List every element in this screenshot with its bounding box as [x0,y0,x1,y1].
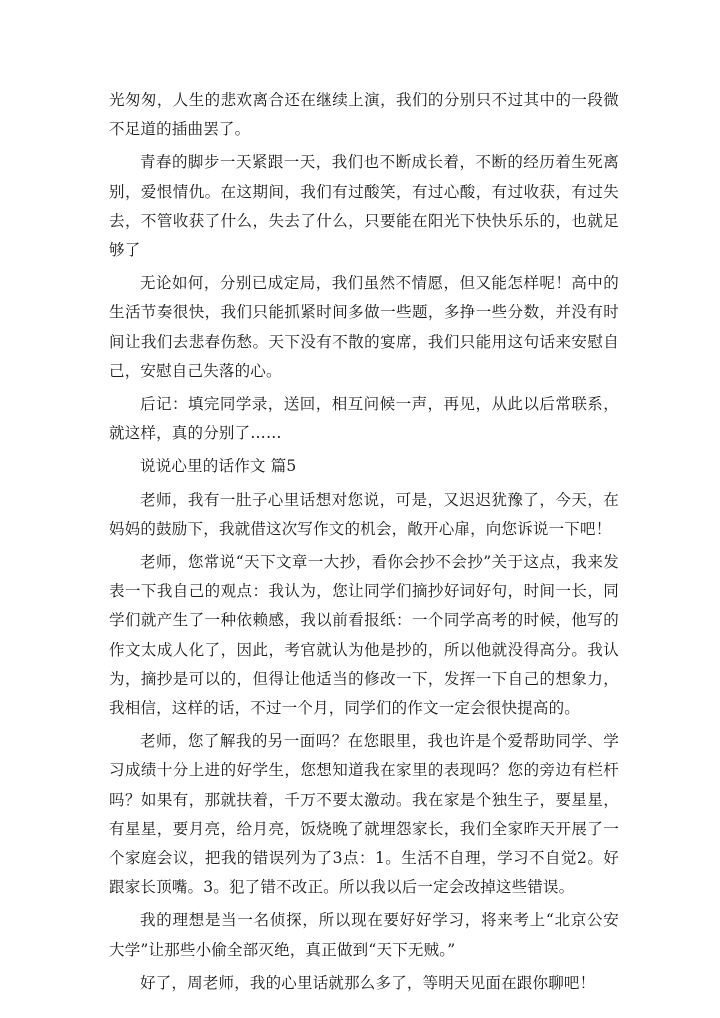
paragraph-1: 光匆匆，人生的悲欢离合还在继续上演，我们的分别只不过其中的一段微不足道的插曲罢了。 [109,91,619,139]
paragraph-8: 我的理想是当一名侦探，所以现在要好好学习，将来考上“北京公安大学”让那些小偷全部灭绝，真正做到“天下无贼。” [109,911,619,959]
paragraph-7: 老师，您了解我的另一面吗？在您眼里，我也许是个爱帮助同学、学习成绩十分上进的好学生，您想知道我在家里的表现吗？您的旁边有栏杆吗？如果有，那就扶着，千万不要太激动。我在家是个独生子，要星星，有星星，要月亮，给月亮，饭烧晚了就埋怨家长，我们全家昨天开展了一个家庭会议，把我的错误列为了3点：1。生活不自理，学习不自觉2。好跟家长顶嘴。3。犯了错不改正。所以我以后一定会改掉这些错误。 [109,732,619,897]
paragraph-9: 好了，周老师，我的心里话就那么多了，等明天见面在跟你聊吧！ [140,973,596,992]
paragraph-4: 后记：填完同学录，送回，相互问候一声，再见，从此以后常联系，就这样，真的分别了…… [109,395,619,443]
document-body [109,86,619,998]
paragraph-2: 青春的脚步一天紧跟一天，我们也不断成长着，不断的经历着生死离别，爱恨情仇。在这期间，我们有过酸笑，有过心酸，有过收获，有过失去，不管收获了什么，失去了什么，只要能在阳光下快快乐乐的，也就足够了 [109,153,619,260]
paragraph-5: 老师，我有一肚子心里话想对您说，可是，又迟迟犹豫了，今天，在妈妈的鼓励下，我就借这次写作文的机会，敞开心扉，向您诉说一下吧！ [109,490,619,538]
paragraph-3: 无论如何，分别已成定局，我们虽然不情愿，但又能怎样呢！高中的生活节奏很快，我们只能抓紧时间多做一些题，多挣一些分数，并没有时间让我们去悲春伤愁。天下没有不散的宴席，我们只能用这句话来安慰自己，安慰自己失落的心。 [109,274,619,380]
paragraph-6: 老师，您常说“天下文章一大抄，看你会抄不会抄”关于这点，我来发表一下我自己的观点：我认为，您让同学们摘抄好词好句，时间一长，同学们就产生了一种依赖感，我以前看报纸：一个同学高考的时候，他写的作文太成人化了，因此，考官就认为他是抄的，所以他就没得高分。我认为，摘抄是可以的，但得让他适当的修改一下，发挥一下自己的想象力，我相信，这样的话，不过一个月，同学们的作文一定会很快提高的。 [109,553,619,718]
section-heading: 说说心里的话作文 篇5 [140,457,297,476]
